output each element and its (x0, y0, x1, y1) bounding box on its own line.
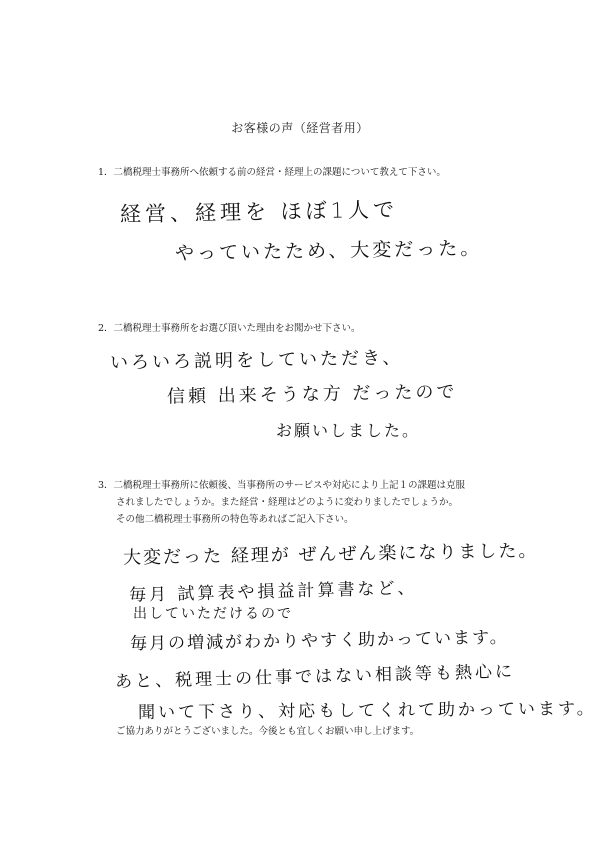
answer-1-line-2: やっていたため、大変だった。 (174, 237, 483, 265)
answer-3-line-5: あと、税理士の仕事ではない相談等も熱心に (114, 661, 516, 693)
answer-3-line-2: 毎月 試算表や損益計算書など、 (128, 578, 418, 606)
question-3-text-line-2: されましたでしょうか。また経営・経理はどのように変わりましたでしょうか。 (116, 497, 459, 508)
answer-2-line-3: お願いしました。 (276, 421, 421, 440)
question-1-text: 1．二橋税理士事務所へ依頼する前の経営・経理上の課題について教えて下さい。 (98, 167, 446, 178)
answer-2-line-2: 信頼 出来そうな方 だったので (166, 381, 458, 408)
answer-3-line-6: 聞いて下さり、対応もしてくれて助かっています。 (137, 698, 597, 724)
closing-message: ご協力ありがとうございました。今後とも宜しくお願い申し上げます。 (116, 726, 420, 737)
question-3-text-line-1: 3．二橋税理士事務所に依頼後、当事務所のサービスや対応により上記１の課題は克服 (98, 480, 466, 491)
answer-1-line-1: 経営、経理を ほぼ1人で (119, 197, 399, 227)
answer-3-line-4: 毎月の増減がわかりやすく助かっています。 (129, 627, 509, 655)
answer-3-line-1: 大変だった 経理が ぜんぜん楽になりました。 (122, 540, 539, 569)
page-title: お客様の声（経営者用） (231, 121, 369, 135)
answer-2-line-1: いろいろ説明をしていただき、 (109, 347, 404, 374)
answer-3-line-3: 出していただけるので (133, 606, 293, 622)
question-3-text-line-3: その他二橋税理士事務所の特色等あればご記入下さい。 (116, 514, 354, 525)
question-2-text: 2．二橋税理士事務所をお選び頂いた理由をお聞かせ下さい。 (98, 323, 361, 334)
